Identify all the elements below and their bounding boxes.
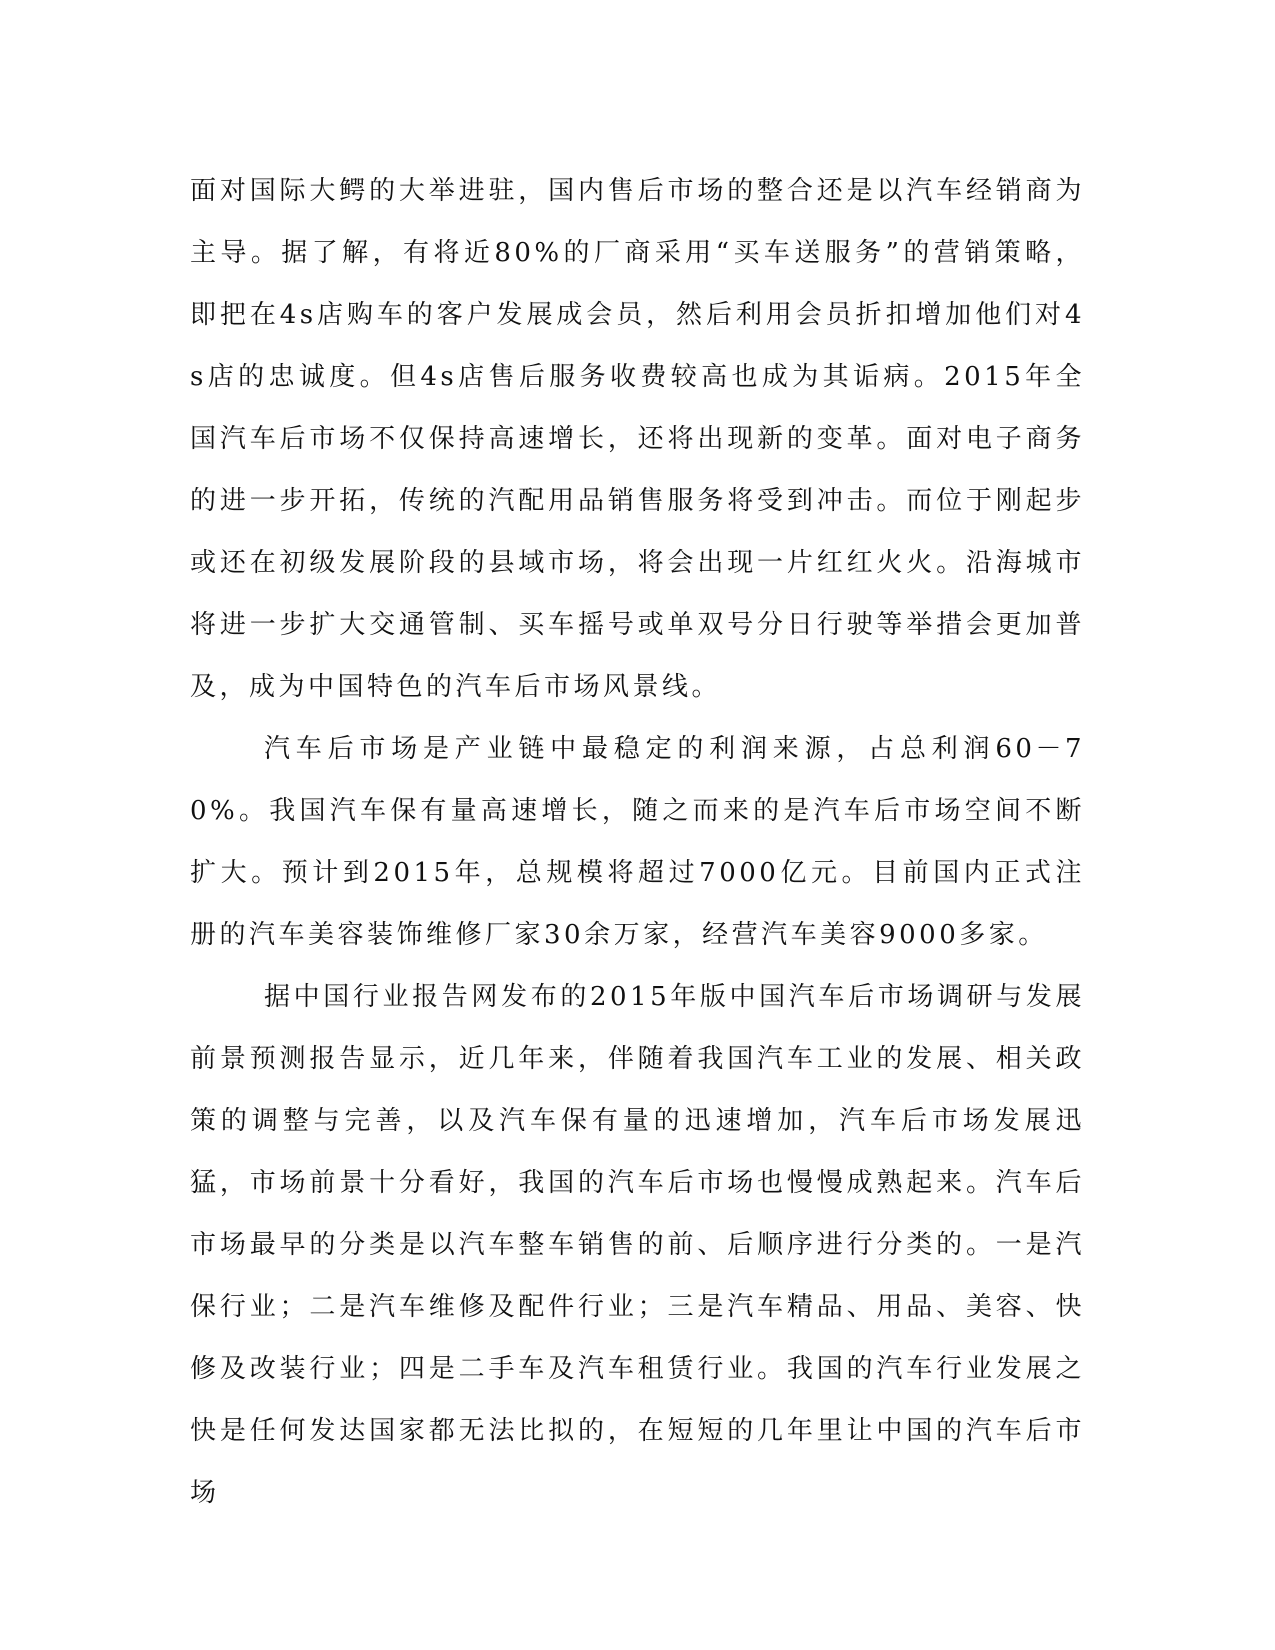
paragraph-1: 面对国际大鳄的大举进驻，国内售后市场的整合还是以汽车经销商为主导。据了解，有将近80%的厂商采用“买车送服务”的营销策略，即把在4s店购车的客户发展成会员，然后利用会员折扣增加他们对4s店的忠诚度。但4s店售后服务收费较高也成为其诟病。2015年全国汽车后市场不仅保持高速增长，还将出现新的变革。面对电子商务的进一步开拓，传统的汽配用品销售服务将受到冲击。而位于刚起步或还在初级发展阶段的县域市场，将会出现一片红红火火。沿海城市将进一步扩大交通管制、买车摇号或单双号分日行驶等举措会更加普及，成为中国特色的汽车后市场风景线。 — [190, 176, 1085, 702]
document-body — [190, 160, 1085, 1524]
paragraph-2: 汽车后市场是产业链中最稳定的利润来源，占总利润60－70%。我国汽车保有量高速增长，随之而来的是汽车后市场空间不断扩大。预计到2015年，总规模将超过7000亿元。目前国内正式注册的汽车美容装饰维修厂家30余万家，经营汽车美容9000多家。 — [190, 734, 1085, 950]
paragraph-3: 据中国行业报告网发布的2015年版中国汽车后市场调研与发展前景预测报告显示，近几年来，伴随着我国汽车工业的发展、相关政策的调整与完善，以及汽车保有量的迅速增加，汽车后市场发展迅猛，市场前景十分看好，我国的汽车后市场也慢慢成熟起来。汽车后市场最早的分类是以汽车整车销售的前、后顺序进行分类的。一是汽保行业；二是汽车维修及配件行业；三是汽车精品、用品、美容、快修及改装行业；四是二手车及汽车租赁行业。我国的汽车行业发展之快是任何发达国家都无法比拟的，在短短的几年里让中国的汽车后市场 — [190, 982, 1085, 1508]
